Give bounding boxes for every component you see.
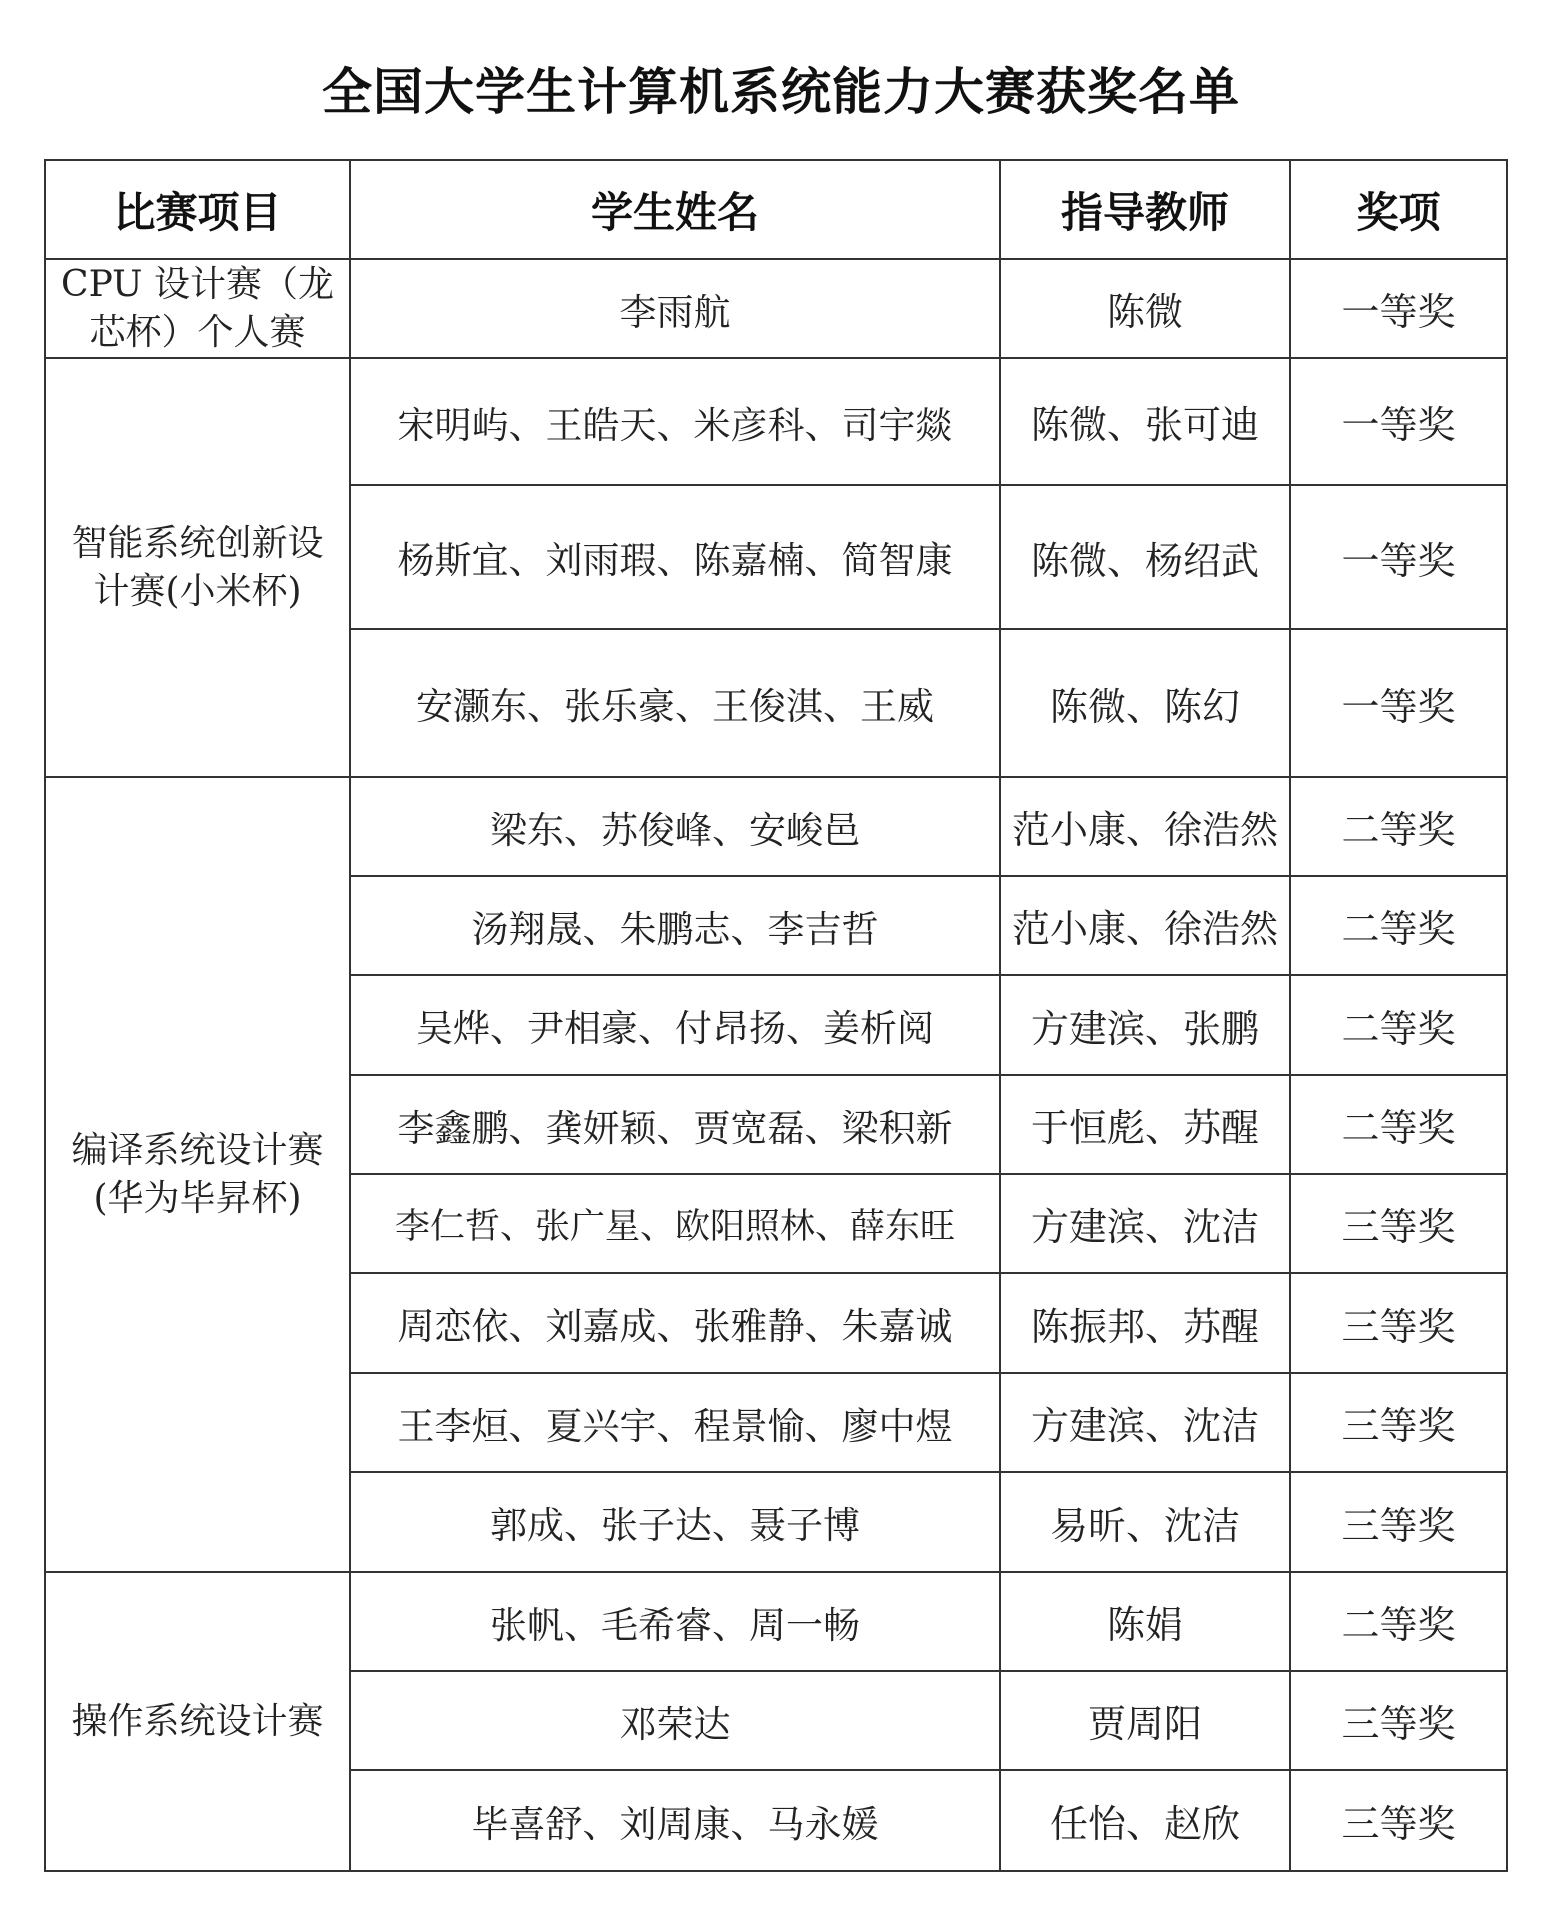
students-cell: 毕喜舒、刘周康、马永媛 (350, 1770, 1000, 1871)
advisors-cell: 方建滨、沈洁 (1000, 1174, 1290, 1273)
advisors-cell: 范小康、徐浩然 (1000, 876, 1290, 975)
students-cell: 王李烜、夏兴宇、程景愉、廖中煜 (350, 1373, 1000, 1472)
award-cell: 一等奖 (1290, 259, 1507, 358)
students-cell: 安灏东、张乐豪、王俊淇、王威 (350, 629, 1000, 777)
advisors-cell: 贾周阳 (1000, 1671, 1290, 1770)
page-title: 全国大学生计算机系统能力大赛获奖名单 (322, 63, 1240, 121)
advisors-cell: 任怡、赵欣 (1000, 1770, 1290, 1871)
award-cell: 三等奖 (1290, 1770, 1507, 1871)
students-cell: 汤翔晟、朱鹏志、李吉哲 (350, 876, 1000, 975)
award-cell: 三等奖 (1290, 1174, 1507, 1273)
category-cell: 智能系统创新设计赛(小米杯) (45, 358, 350, 777)
header-students: 学生姓名 (350, 160, 1000, 259)
students-cell: 郭成、张子达、聂子博 (350, 1472, 1000, 1572)
advisors-cell: 陈微、杨绍武 (1000, 485, 1290, 629)
advisors-cell: 方建滨、沈洁 (1000, 1373, 1290, 1472)
students-cell: 李仁哲、张广星、欧阳照林、薛东旺 (350, 1174, 1000, 1273)
students-cell: 邓荣达 (350, 1671, 1000, 1770)
award-cell: 二等奖 (1290, 876, 1507, 975)
advisors-cell: 陈振邦、苏醒 (1000, 1273, 1290, 1373)
award-cell: 一等奖 (1290, 358, 1507, 485)
header-row (45, 160, 1507, 259)
award-cell: 二等奖 (1290, 777, 1507, 876)
advisors-cell: 陈微、张可迪 (1000, 358, 1290, 485)
table-row (45, 259, 1507, 358)
advisors-cell: 方建滨、张鹏 (1000, 975, 1290, 1075)
award-cell: 一等奖 (1290, 629, 1507, 777)
advisors-cell: 陈微 (1000, 259, 1290, 358)
students-cell: 吴烨、尹相豪、付昂扬、姜析阅 (350, 975, 1000, 1075)
award-cell: 三等奖 (1290, 1273, 1507, 1373)
advisors-cell: 于恒彪、苏醒 (1000, 1075, 1290, 1174)
award-cell: 一等奖 (1290, 485, 1507, 629)
category-cell: 编译系统设计赛(华为毕昇杯) (45, 777, 350, 1572)
award-table (44, 159, 1508, 1872)
students-cell: 杨斯宜、刘雨瑕、陈嘉楠、简智康 (350, 485, 1000, 629)
advisors-cell: 易昕、沈洁 (1000, 1472, 1290, 1572)
students-cell: 李雨航 (350, 259, 1000, 358)
students-cell: 梁东、苏俊峰、安峻邑 (350, 777, 1000, 876)
award-cell: 二等奖 (1290, 975, 1507, 1075)
students-cell: 李鑫鹏、龚妍颖、贾宽磊、梁积新 (350, 1075, 1000, 1174)
students-cell: 周恋依、刘嘉成、张雅静、朱嘉诚 (350, 1273, 1000, 1373)
advisors-cell: 陈娟 (1000, 1572, 1290, 1671)
award-cell: 二等奖 (1290, 1572, 1507, 1671)
header-category: 比赛项目 (45, 160, 350, 259)
header-award: 奖项 (1290, 160, 1507, 259)
category-cell: CPU 设计赛（龙芯杯）个人赛 (45, 259, 350, 358)
advisors-cell: 范小康、徐浩然 (1000, 777, 1290, 876)
award-cell: 二等奖 (1290, 1075, 1507, 1174)
table-row (45, 1572, 1507, 1671)
advisors-cell: 陈微、陈幻 (1000, 629, 1290, 777)
table-row (45, 777, 1507, 876)
category-cell: 操作系统设计赛 (45, 1572, 350, 1871)
award-cell: 三等奖 (1290, 1671, 1507, 1770)
award-cell: 三等奖 (1290, 1472, 1507, 1572)
students-cell: 张帆、毛希睿、周一畅 (350, 1572, 1000, 1671)
award-cell: 三等奖 (1290, 1373, 1507, 1472)
table-row (45, 358, 1507, 485)
students-cell: 宋明屿、王皓天、米彦科、司宇燚 (350, 358, 1000, 485)
header-advisors: 指导教师 (1000, 160, 1290, 259)
